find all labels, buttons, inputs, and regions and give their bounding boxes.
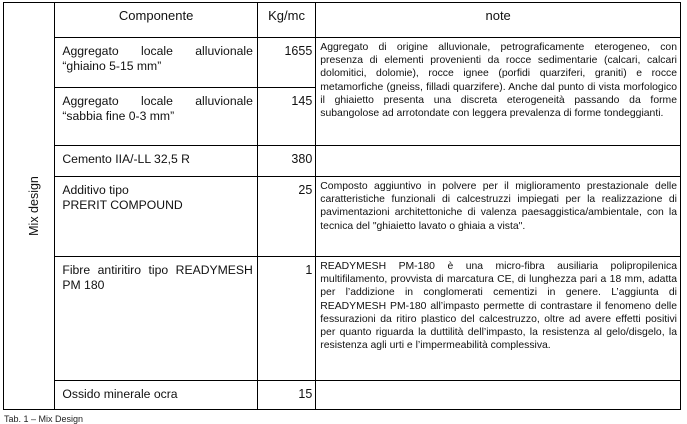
kg-cell: 380 bbox=[257, 146, 315, 177]
mix-design-table bbox=[3, 2, 681, 410]
component-cell bbox=[55, 381, 257, 410]
component-cell bbox=[55, 177, 257, 257]
kg-cell: 1 bbox=[257, 257, 315, 381]
component-cell bbox=[55, 257, 257, 381]
component-line: Aggregato locale alluvionale bbox=[62, 44, 253, 58]
kg-cell: 15 bbox=[257, 381, 315, 410]
note-cell: Aggregato di origine alluvionale, petrograficamente eterogeneo, con presenza di elementi provenienti da rocce sedimentarie (calcari, calcari dolomitici, dolomie), rocce ignee (porfidi quarziferi, graniti) e rocce metamorfiche (gneiss, filladi quarzifere). Anche dal punto di vista morfologico il ghiaietto presenta una discreta eterogeneità passando da forme subangolose ad arrotondate con leggera prevalenza di forme tondeggianti. bbox=[316, 38, 681, 146]
component-line: Aggregato locale alluvionale bbox=[62, 94, 253, 108]
component-cell bbox=[55, 146, 257, 177]
note-cell: READYMESH PM-180 è una micro-fibra ausiliaria polipropilenica multifilamento, provvista di marcatura CE, di lunghezza pari a 18 mm, adatta per l’addizione in conglomerati cementizi in genere. L’aggiunta di READYMESH PM-180 all’impasto permette di contrastare il fenomeno delle fessurazioni da ritiro plastico del calcestruzzo, oltre ad avere effetti positivi per quanto riguarda la duttilità dell’impasto, la resistenza al gelo/disgelo, la resistenza agli urti e l’impermeabilità complessiva. bbox=[316, 257, 681, 381]
note-cell bbox=[316, 146, 681, 177]
component-line: Ossido minerale ocra bbox=[62, 387, 178, 401]
component-line: “ghiaino 5-15 mm” bbox=[62, 59, 162, 73]
component-line: PRERIT COMPOUND bbox=[62, 198, 183, 212]
component-line: Fibre antiritiro tipo READYMESH bbox=[62, 263, 253, 277]
header-row bbox=[4, 3, 681, 38]
component-cell bbox=[55, 38, 257, 88]
table-row bbox=[4, 257, 681, 381]
kg-cell: 1655 bbox=[257, 38, 315, 88]
kg-cell: 25 bbox=[257, 177, 315, 257]
header-note: note bbox=[316, 3, 681, 38]
table-row bbox=[4, 177, 681, 257]
component-line: Cemento IIA/-LL 32,5 R bbox=[62, 152, 190, 166]
component-cell bbox=[55, 88, 257, 146]
table-caption: Tab. 1 – Mix Design bbox=[4, 414, 84, 424]
kg-cell: 145 bbox=[257, 88, 315, 146]
side-label-cell bbox=[4, 3, 55, 410]
note-cell: Composto aggiuntivo in polvere per il miglioramento prestazionale delle caratteristiche funzionali di calcestruzzi impiegati per la realizzazione di pavimentazioni architettoniche di valenza paesaggistica/ambientale, con la tecnica del "ghiaietto lavato o ghiaia a vista". bbox=[316, 177, 681, 257]
component-line: “sabbia fine 0-3 mm” bbox=[62, 109, 175, 123]
note-cell bbox=[316, 381, 681, 410]
header-component: Componente bbox=[55, 3, 257, 38]
component-line: PM 180 bbox=[62, 278, 105, 292]
table-row bbox=[4, 381, 681, 410]
component-line: Additivo tipo bbox=[62, 183, 129, 197]
header-kg: Kg/mc bbox=[257, 3, 315, 38]
table-row bbox=[4, 146, 681, 177]
table-row bbox=[4, 38, 681, 88]
side-label: Mix design bbox=[26, 176, 41, 236]
